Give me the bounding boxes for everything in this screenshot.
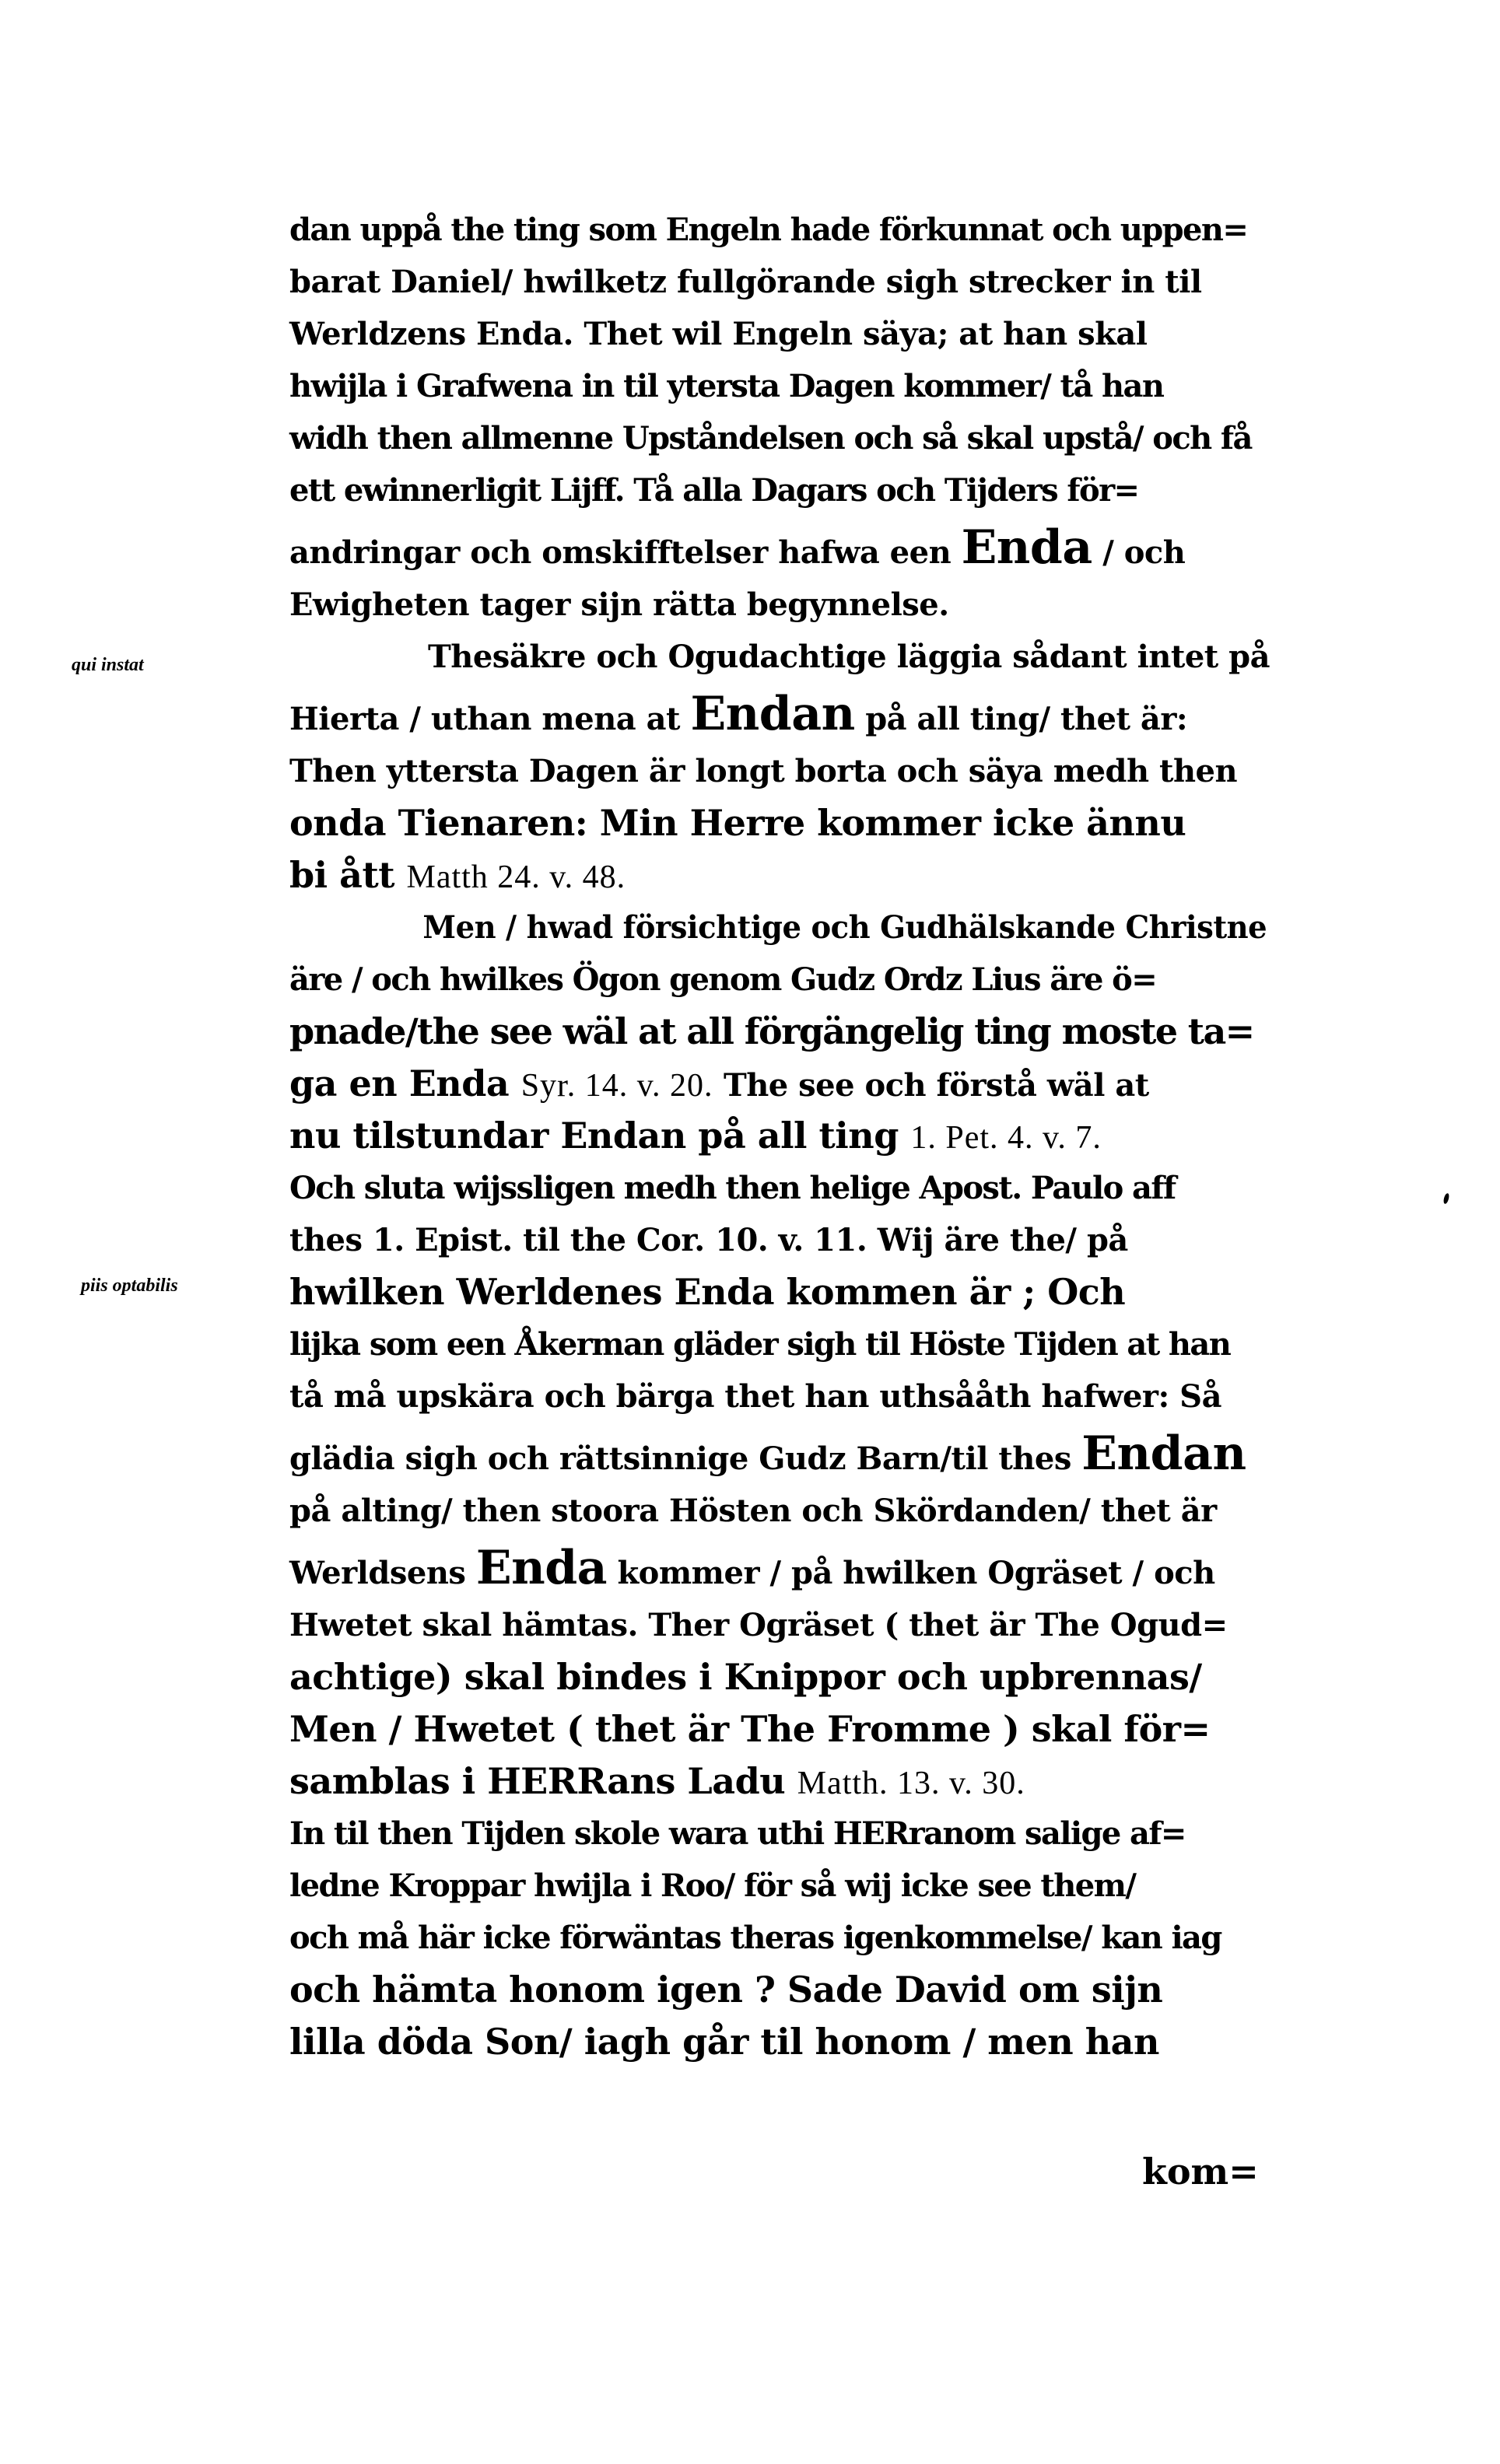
- text-line: äre / och hwilkes Ögon genom Gudz Ordz Lius äre ö=: [289, 961, 1157, 998]
- ink-speck: [1442, 1192, 1449, 1204]
- scripture-reference: Syr. 14. v. 20.: [520, 1068, 713, 1104]
- text-line: barat Daniel/ hwilketz fullgörande sigh strecker in til: [289, 264, 1202, 300]
- text-line: samblas i HERRans Ladu Matth. 13. v. 30.: [289, 1760, 1025, 1802]
- margin-note-qui-instat: qui instat: [72, 655, 144, 675]
- text-line: hwilken Werldenes Enda kommen är ; Och: [289, 1271, 1126, 1313]
- text-line: Hierta / uthan mena at Endan på all ting/ thet är:: [289, 687, 1188, 741]
- scripture-reference: Matth. 13. v. 30.: [797, 1766, 1025, 1801]
- text-line: dan uppå the ting som Engeln hade förkunnat och uppen=: [289, 212, 1248, 248]
- text-line: Hwetet skal hämtas. Ther Ogräset ( thet är The Ogud=: [289, 1607, 1228, 1643]
- text-line: glädia sigh och rättsinnige Gudz Barn/til thes Endan: [289, 1426, 1246, 1481]
- scripture-reference: Matth 24. v. 48.: [406, 859, 626, 895]
- margin-note-piis-optabilis: piis optabilis: [81, 1276, 178, 1296]
- text-line: på alting/ then stoora Hösten och Skördanden/ thet är: [289, 1493, 1217, 1529]
- text-line: lijka som een Åkerman gläder sigh til Höste Tijden at han: [289, 1326, 1231, 1363]
- text-line: bi ått Matth 24. v. 48.: [289, 854, 626, 896]
- scripture-reference: 1. Pet. 4. v. 7.: [910, 1120, 1102, 1156]
- text-line: In til then Tijden skole wara uthi HERranom salige af=: [289, 1815, 1186, 1852]
- text-line: andringar och omskifftelser hafwa een Enda / och: [289, 520, 1186, 575]
- catchword: kom=: [1142, 2151, 1259, 2193]
- text-line: onda Tienaren: Min Herre kommer icke ännu: [289, 802, 1186, 844]
- emphasized-word-endan: Endan: [1081, 1426, 1246, 1481]
- text-line: ledne Kroppar hwijla i Roo/ för så wij icke see them/: [289, 1867, 1136, 1904]
- text-line: och må här icke förwäntas theras igenkommelse/ kan iag: [289, 1920, 1221, 1956]
- text-line: och hämta honom igen ? Sade David om sijn: [289, 1969, 1163, 2011]
- text-line: Werldsens Enda kommer / på hwilken Ogräset / och: [289, 1541, 1215, 1595]
- text-line: hwijla i Grafwena in til ytersta Dagen kommer/ tå han: [289, 368, 1164, 404]
- paragraph-start: Thesäkre och Ogudachtige läggia sådant intet på: [428, 639, 1270, 675]
- text-line: tå må upskära och bärga thet han uthsååth hafwer: Så: [289, 1378, 1221, 1415]
- text-line: achtige) skal bindes i Knippor och upbrennas/: [289, 1656, 1202, 1698]
- emphasized-word-enda: Enda: [475, 1541, 608, 1595]
- text-line: Then yttersta Dagen är longt borta och säya medh then: [289, 753, 1238, 789]
- emphasized-word-endan: Endan: [690, 687, 855, 741]
- text-line: Ewigheten tager sijn rätta begynnelse.: [289, 586, 949, 623]
- text-line: pnade/the see wäl at all förgängelig ting moste ta=: [289, 1010, 1254, 1052]
- text-line: ett ewinnerligit Lijff. Tå alla Dagars och Tijders för=: [289, 472, 1139, 509]
- text-line: ga en Enda Syr. 14. v. 20. The see och förstå wäl at: [289, 1062, 1149, 1104]
- emphasized-word-enda: Enda: [961, 520, 1092, 575]
- text-line: Och sluta wijssligen medh then helige Apost. Paulo aff: [289, 1170, 1176, 1206]
- body-text: [289, 204, 1271, 2068]
- text-line: widh then allmenne Upståndelsen och så skal upstå/ och få: [289, 420, 1252, 457]
- text-line: nu tilstundar Endan på all ting 1. Pet. 4. v. 7.: [289, 1115, 1102, 1157]
- paragraph-start: Men / hwad försichtige och Gudhälskande Christne: [422, 909, 1267, 946]
- text-line: Werldzens Enda. Thet wil Engeln säya; at han skal: [289, 316, 1148, 352]
- text-line: lilla döda Son/ iagh går til honom / men han: [289, 2021, 1159, 2063]
- text-line: thes 1. Epist. til the Cor. 10. v. 11. Wij äre the/ på: [289, 1222, 1128, 1258]
- text-line: Men / Hwetet ( thet är The Fromme ) skal för=: [289, 1708, 1211, 1750]
